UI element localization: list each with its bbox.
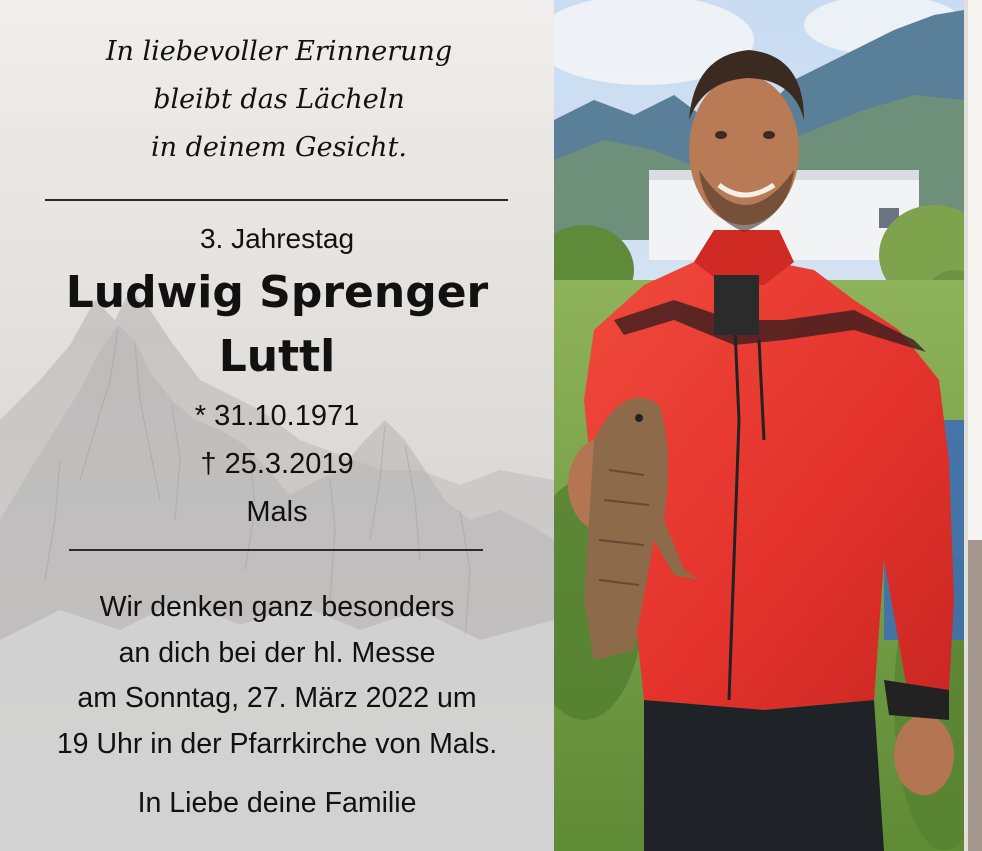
deceased-nickname: Luttl bbox=[218, 331, 336, 382]
motto-line: bleibt das Lächeln bbox=[153, 84, 405, 115]
page-edge-art bbox=[964, 0, 982, 851]
message-line: am Sonntag, 27. März 2022 um bbox=[77, 682, 477, 714]
motto-line: In liebevoller Erinnerung bbox=[105, 36, 453, 67]
portrait-photo bbox=[554, 0, 964, 851]
deceased-name: Ludwig Sprenger bbox=[65, 267, 489, 318]
life-dates bbox=[0, 392, 554, 536]
family-signoff: In Liebe deine Familie bbox=[137, 787, 417, 819]
motto-line: in deinem Gesicht. bbox=[150, 132, 408, 163]
message-line: 19 Uhr in der Pfarrkirche von Mals. bbox=[56, 727, 498, 760]
mass-announcement bbox=[0, 585, 554, 767]
divider-middle bbox=[69, 549, 483, 551]
anniversary-label: 3. Jahrestag bbox=[199, 223, 355, 254]
divider-top bbox=[45, 199, 508, 201]
home-place: Mals bbox=[246, 496, 308, 528]
portrait-illustration bbox=[554, 0, 964, 851]
birth-date: * 31.10.1971 bbox=[194, 400, 360, 432]
death-date: † 25.3.2019 bbox=[200, 448, 354, 480]
page-edge-strip bbox=[964, 0, 982, 851]
message-line: Wir denken ganz besonders bbox=[99, 591, 455, 623]
message-line: an dich bei der hl. Messe bbox=[118, 636, 436, 669]
memorial-motto bbox=[0, 28, 554, 172]
